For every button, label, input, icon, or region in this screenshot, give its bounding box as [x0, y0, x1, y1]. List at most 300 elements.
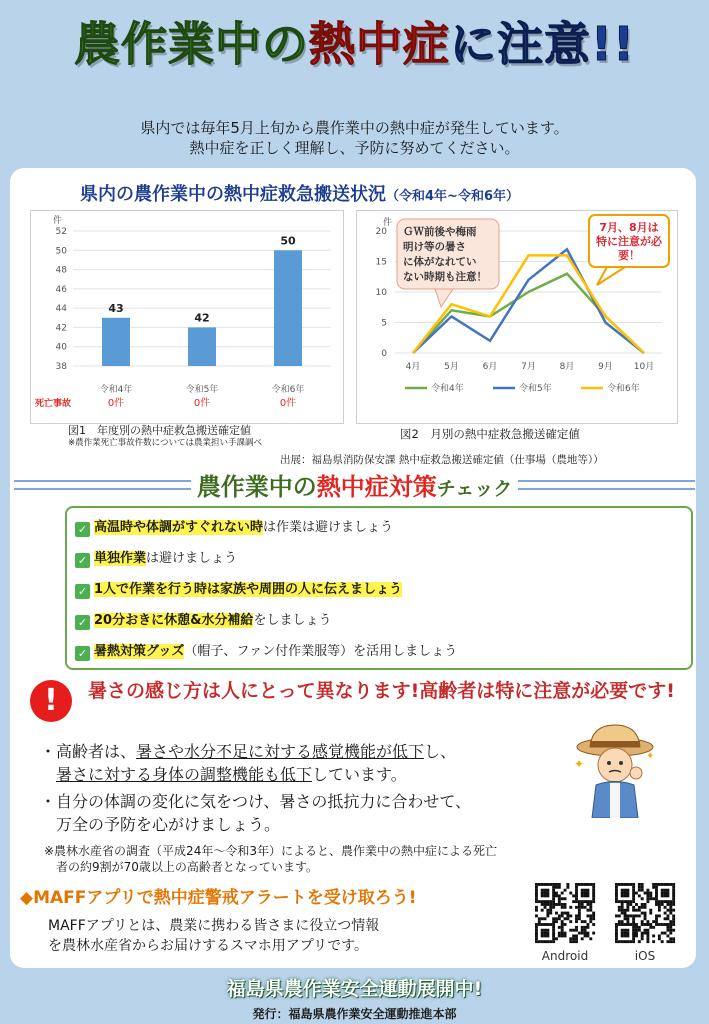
bullet-1-e: しています。	[312, 765, 407, 784]
qr-module	[624, 914, 627, 917]
qr-module	[552, 892, 555, 895]
android-qr-code[interactable]	[532, 880, 598, 946]
qr-module	[575, 934, 578, 937]
qr-module	[549, 903, 552, 906]
qr-module	[658, 906, 661, 909]
qr-module	[632, 900, 635, 903]
qr-module	[552, 929, 555, 932]
check-title-band	[0, 472, 709, 502]
qr-module	[626, 892, 629, 895]
check-list-box	[65, 506, 693, 670]
qr-module	[618, 940, 621, 943]
qr-module	[546, 932, 549, 935]
qr-module	[655, 883, 658, 886]
qr-module	[658, 883, 661, 886]
callout-right-pointer	[597, 267, 625, 285]
qr-module	[592, 917, 595, 920]
qr-module	[549, 940, 552, 943]
qr-module	[535, 894, 538, 897]
qr-module	[541, 934, 544, 937]
qr-module	[544, 889, 547, 892]
qr-module	[649, 909, 652, 912]
exclamation-icon: !	[30, 680, 72, 722]
qr-module	[638, 914, 641, 917]
x-tick-label: 6月	[482, 362, 498, 372]
qr-module	[546, 900, 549, 903]
qr-module	[552, 894, 555, 897]
qr-module	[581, 894, 584, 897]
qr-module	[575, 914, 578, 917]
qr-module	[578, 912, 581, 915]
bullet-1	[40, 740, 456, 786]
x-tick-label: 9月	[598, 362, 613, 372]
qr-module	[561, 903, 564, 906]
qr-module	[555, 937, 558, 940]
qr-module	[581, 906, 584, 909]
qr-module	[564, 912, 567, 915]
y-tick-label: 42	[55, 323, 67, 334]
qr-module	[669, 937, 672, 940]
qr-module	[552, 923, 555, 926]
qr-module	[652, 940, 655, 943]
callout-left-text: ＧＷ前後や梅雨明け等の暑さに体がなれていない時期も注意！	[403, 226, 487, 283]
qr-module	[589, 914, 592, 917]
qr-module	[564, 923, 567, 926]
y-tick-label: 5	[381, 318, 387, 329]
qr-module	[624, 932, 627, 935]
qr-module	[546, 929, 549, 932]
qr-module	[586, 934, 589, 937]
qr-module	[586, 903, 589, 906]
qr-module	[561, 906, 564, 909]
qr-module	[541, 889, 544, 892]
qr-module	[558, 932, 561, 935]
qr-module	[575, 894, 578, 897]
bullet-1-c: し、	[424, 742, 457, 761]
qr-module	[626, 903, 629, 906]
check-title-c: チェック	[436, 478, 513, 500]
qr-module	[655, 894, 658, 897]
qr-module	[661, 903, 664, 906]
qr-module	[558, 903, 561, 906]
y-tick-label: 48	[55, 265, 67, 276]
qr-module	[552, 926, 555, 929]
qr-module	[575, 906, 578, 909]
qr-module	[575, 929, 578, 932]
title-part-1: 農作業中の	[74, 17, 310, 71]
qr-module	[649, 897, 652, 900]
qr-module	[672, 917, 675, 920]
bar-value-label: 50	[280, 234, 296, 248]
qr-module	[629, 923, 632, 926]
qr-module	[544, 894, 547, 897]
qr-module	[541, 894, 544, 897]
qr-module	[535, 889, 538, 892]
qr-module	[555, 917, 558, 920]
qr-module	[549, 909, 552, 912]
qr-module	[541, 929, 544, 932]
qr-module	[621, 883, 624, 886]
check-item-text: をしましょう	[253, 613, 332, 628]
x-tick-label: 令和4年	[99, 385, 133, 395]
qr-module	[558, 917, 561, 920]
qr-module	[621, 894, 624, 897]
qr-module	[646, 920, 649, 923]
qr-module	[569, 892, 572, 895]
qr-module	[535, 914, 538, 917]
qr-module	[575, 920, 578, 923]
qr-module	[615, 886, 618, 889]
qr-module	[655, 886, 658, 889]
qr-module	[544, 934, 547, 937]
qr-module	[558, 926, 561, 929]
qr-module	[575, 889, 578, 892]
android-label: Android	[541, 949, 589, 963]
qr-module	[561, 897, 564, 900]
qr-module	[575, 937, 578, 940]
qr-module	[575, 886, 578, 889]
qr-module	[632, 923, 635, 926]
qr-module	[669, 929, 672, 932]
qr-module	[541, 909, 544, 912]
qr-module	[592, 932, 595, 935]
qr-module	[669, 926, 672, 929]
qr-module	[626, 909, 629, 912]
qr-module	[635, 909, 638, 912]
checkmark-icon: ✓	[75, 553, 90, 568]
qr-module	[544, 883, 547, 886]
qr-module	[632, 909, 635, 912]
qr-module	[661, 892, 664, 895]
qr-module	[666, 940, 669, 943]
y-tick-label: 20	[375, 227, 387, 237]
qr-module	[672, 894, 675, 897]
qr-module	[621, 909, 624, 912]
qr-module	[535, 929, 538, 932]
qr-module	[592, 886, 595, 889]
bullet-2-line-1: ・自分の体調の変化に気をつけ、暑さの抵抗力に合わせて、	[40, 792, 472, 811]
check-item-highlight: 暑熱対策グッズ	[94, 644, 185, 659]
qr-module	[672, 883, 675, 886]
qr-module	[672, 897, 675, 900]
qr-module	[592, 923, 595, 926]
check-item	[75, 578, 402, 599]
qr-module	[658, 934, 661, 937]
qr-module	[586, 894, 589, 897]
qr-module	[552, 940, 555, 943]
y-tick-label: 50	[55, 246, 67, 257]
qr-module	[578, 914, 581, 917]
qr-module	[578, 903, 581, 906]
qr-module	[646, 923, 649, 926]
qr-module	[546, 903, 549, 906]
maff-body-line-2: を農林水産省からお届けするスマホ用アプリです。	[48, 938, 369, 954]
qr-module	[552, 917, 555, 920]
x-tick-label: 令和5年	[185, 385, 219, 395]
y-tick-label: 44	[55, 304, 67, 315]
qr-module	[535, 900, 538, 903]
qr-module	[569, 937, 572, 940]
qr-module	[592, 883, 595, 886]
qr-module	[572, 940, 575, 943]
qr-module	[624, 917, 627, 920]
qr-module	[581, 889, 584, 892]
qr-module	[632, 929, 635, 932]
qr-module	[538, 920, 541, 923]
survey-note-line-1: ※農林水産省の調査（平成24年～令和3年）によると、農作業中の熱中症による死亡	[44, 844, 497, 858]
bar-chart-note: ※農作業死亡事故件数については農業担い手課調べ	[68, 438, 262, 448]
qr-module	[672, 909, 675, 912]
qr-module	[561, 934, 564, 937]
x-tick-label: 7月	[521, 362, 536, 372]
qr-module	[564, 897, 567, 900]
qr-module	[546, 914, 549, 917]
content-panel	[10, 168, 696, 968]
qr-module	[618, 900, 621, 903]
qr-module	[641, 906, 644, 909]
y-tick-label: 52	[55, 227, 67, 237]
source-note: 出展：福島県消防保安課 熱中症救急搬送確定値（仕事場（農地等））	[280, 454, 604, 466]
qr-module	[541, 917, 544, 920]
qr-module	[541, 883, 544, 886]
bar	[102, 318, 130, 366]
qr-module	[578, 906, 581, 909]
qr-module	[672, 929, 675, 932]
qr-module	[541, 923, 544, 926]
qr-module	[535, 883, 538, 886]
qr-module	[564, 917, 567, 920]
qr-module	[664, 883, 667, 886]
qr-module	[624, 889, 627, 892]
qr-module	[655, 903, 658, 906]
y-tick-label: 10	[375, 288, 387, 298]
qr-module	[658, 909, 661, 912]
death-count: 0件	[107, 398, 125, 409]
qr-module	[558, 883, 561, 886]
qr-module	[552, 932, 555, 935]
bullet-1-d: 暑さに対する身体の調整機能も低下	[56, 765, 313, 784]
qr-module	[624, 912, 627, 915]
qr-module	[621, 906, 624, 909]
qr-module	[615, 897, 618, 900]
qr-module	[592, 889, 595, 892]
qr-module	[672, 886, 675, 889]
qr-module	[586, 889, 589, 892]
qr-module	[621, 920, 624, 923]
qr-module	[589, 906, 592, 909]
qr-module	[541, 892, 544, 895]
qr-module	[652, 934, 655, 937]
qr-module	[541, 932, 544, 935]
qr-module	[552, 903, 555, 906]
qr-module	[669, 909, 672, 912]
qr-module	[589, 900, 592, 903]
qr-module	[566, 912, 569, 915]
qr-module	[669, 932, 672, 935]
qr-module	[555, 883, 558, 886]
check-item-highlight: 高温時や体調がすぐれない時	[94, 520, 264, 535]
qr-module	[621, 889, 624, 892]
qr-module	[578, 900, 581, 903]
qr-module	[581, 883, 584, 886]
maff-body	[48, 916, 379, 956]
qr-module	[546, 894, 549, 897]
qr-module	[641, 932, 644, 935]
x-tick-label: 5月	[444, 362, 459, 372]
qr-module	[624, 892, 627, 895]
qr-module	[635, 903, 638, 906]
qr-module	[638, 909, 641, 912]
qr-module	[584, 926, 587, 929]
qr-module	[632, 932, 635, 935]
qr-module	[635, 892, 638, 895]
y-tick-label: 15	[375, 257, 387, 268]
qr-module	[655, 889, 658, 892]
qr-module	[578, 917, 581, 920]
warning-title: 暑さの感じ方は人にとって異なります!高齢者は特に注意が必要です!	[88, 680, 675, 702]
qr-module	[589, 917, 592, 920]
survey-note-line-2: 者の約9割が70歳以上の高齢者となっています。	[56, 860, 318, 874]
qr-module	[649, 894, 652, 897]
qr-module	[666, 926, 669, 929]
qr-module	[572, 900, 575, 903]
qr-module	[669, 883, 672, 886]
qr-module	[538, 923, 541, 926]
qr-module	[581, 926, 584, 929]
qr-module	[632, 889, 635, 892]
qr-module	[621, 912, 624, 915]
survey-note	[44, 843, 497, 875]
qr-module	[664, 906, 667, 909]
qr-module	[561, 892, 564, 895]
qr-module	[535, 940, 538, 943]
qr-module	[626, 920, 629, 923]
qr-module	[644, 914, 647, 917]
qr-module	[584, 920, 587, 923]
qr-module	[561, 914, 564, 917]
qr-module	[661, 889, 664, 892]
qr-module	[549, 900, 552, 903]
qr-module	[558, 914, 561, 917]
qr-module	[592, 900, 595, 903]
y-tick-label: 38	[55, 362, 67, 372]
qr-module	[661, 894, 664, 897]
qr-module	[638, 886, 641, 889]
qr-module	[544, 917, 547, 920]
qr-module	[626, 940, 629, 943]
qr-module	[646, 940, 649, 943]
qr-module	[561, 929, 564, 932]
qr-module	[649, 926, 652, 929]
svg-text:✦: ✦	[646, 751, 655, 762]
bar	[188, 327, 216, 366]
qr-module	[618, 914, 621, 917]
qr-module	[552, 900, 555, 903]
qr-module	[644, 892, 647, 895]
qr-module	[632, 886, 635, 889]
qr-module	[666, 917, 669, 920]
checkmark-icon: ✓	[75, 584, 90, 599]
qr-module	[578, 909, 581, 912]
qr-module	[655, 897, 658, 900]
qr-module	[666, 909, 669, 912]
qr-module	[546, 912, 549, 915]
qr-module	[658, 900, 661, 903]
death-count: 0件	[279, 398, 297, 409]
qr-module	[589, 920, 592, 923]
qr-module	[589, 903, 592, 906]
qr-module	[564, 903, 567, 906]
qr-module	[581, 903, 584, 906]
qr-module	[621, 900, 624, 903]
qr-module	[672, 889, 675, 892]
qr-module	[575, 892, 578, 895]
ios-qr-code[interactable]	[612, 880, 678, 946]
qr-module	[632, 934, 635, 937]
qr-module	[558, 894, 561, 897]
qr-module	[666, 892, 669, 895]
qr-module	[552, 920, 555, 923]
qr-module	[672, 940, 675, 943]
qr-module	[626, 929, 629, 932]
qr-module	[569, 940, 572, 943]
qr-module	[669, 923, 672, 926]
qr-module	[546, 940, 549, 943]
qr-module	[558, 897, 561, 900]
bar-value-label: 43	[108, 301, 124, 315]
qr-module	[584, 883, 587, 886]
qr-module	[535, 892, 538, 895]
qr-module	[621, 932, 624, 935]
qr-module	[575, 900, 578, 903]
qr-module	[535, 906, 538, 909]
qr-module	[632, 940, 635, 943]
qr-module	[666, 883, 669, 886]
qr-module	[638, 926, 641, 929]
qr-module	[629, 883, 632, 886]
qr-module	[586, 883, 589, 886]
qr-module	[641, 886, 644, 889]
title-part-3: に注意!!	[450, 17, 635, 71]
qr-module	[626, 923, 629, 926]
qr-module	[572, 894, 575, 897]
qr-module	[569, 920, 572, 923]
qr-module	[641, 937, 644, 940]
y-axis-label: 件	[383, 218, 393, 228]
qr-module	[561, 932, 564, 935]
qr-module	[646, 889, 649, 892]
qr-module	[652, 883, 655, 886]
publisher: 発行：福島県農作業安全運動推進本部	[252, 1007, 457, 1021]
qr-module	[644, 912, 647, 915]
qr-module	[629, 940, 632, 943]
qr-module	[626, 900, 629, 903]
qr-module	[538, 883, 541, 886]
qr-module	[558, 934, 561, 937]
qr-module	[555, 892, 558, 895]
qr-module	[581, 932, 584, 935]
qr-module	[646, 894, 649, 897]
qr-module	[546, 923, 549, 926]
check-item-highlight: 単独作業	[94, 551, 147, 566]
qr-module	[592, 914, 595, 917]
death-count: 0件	[193, 398, 211, 409]
qr-module	[666, 929, 669, 932]
qr-module	[552, 889, 555, 892]
qr-module	[621, 929, 624, 932]
qr-module	[621, 892, 624, 895]
qr-module	[655, 900, 658, 903]
